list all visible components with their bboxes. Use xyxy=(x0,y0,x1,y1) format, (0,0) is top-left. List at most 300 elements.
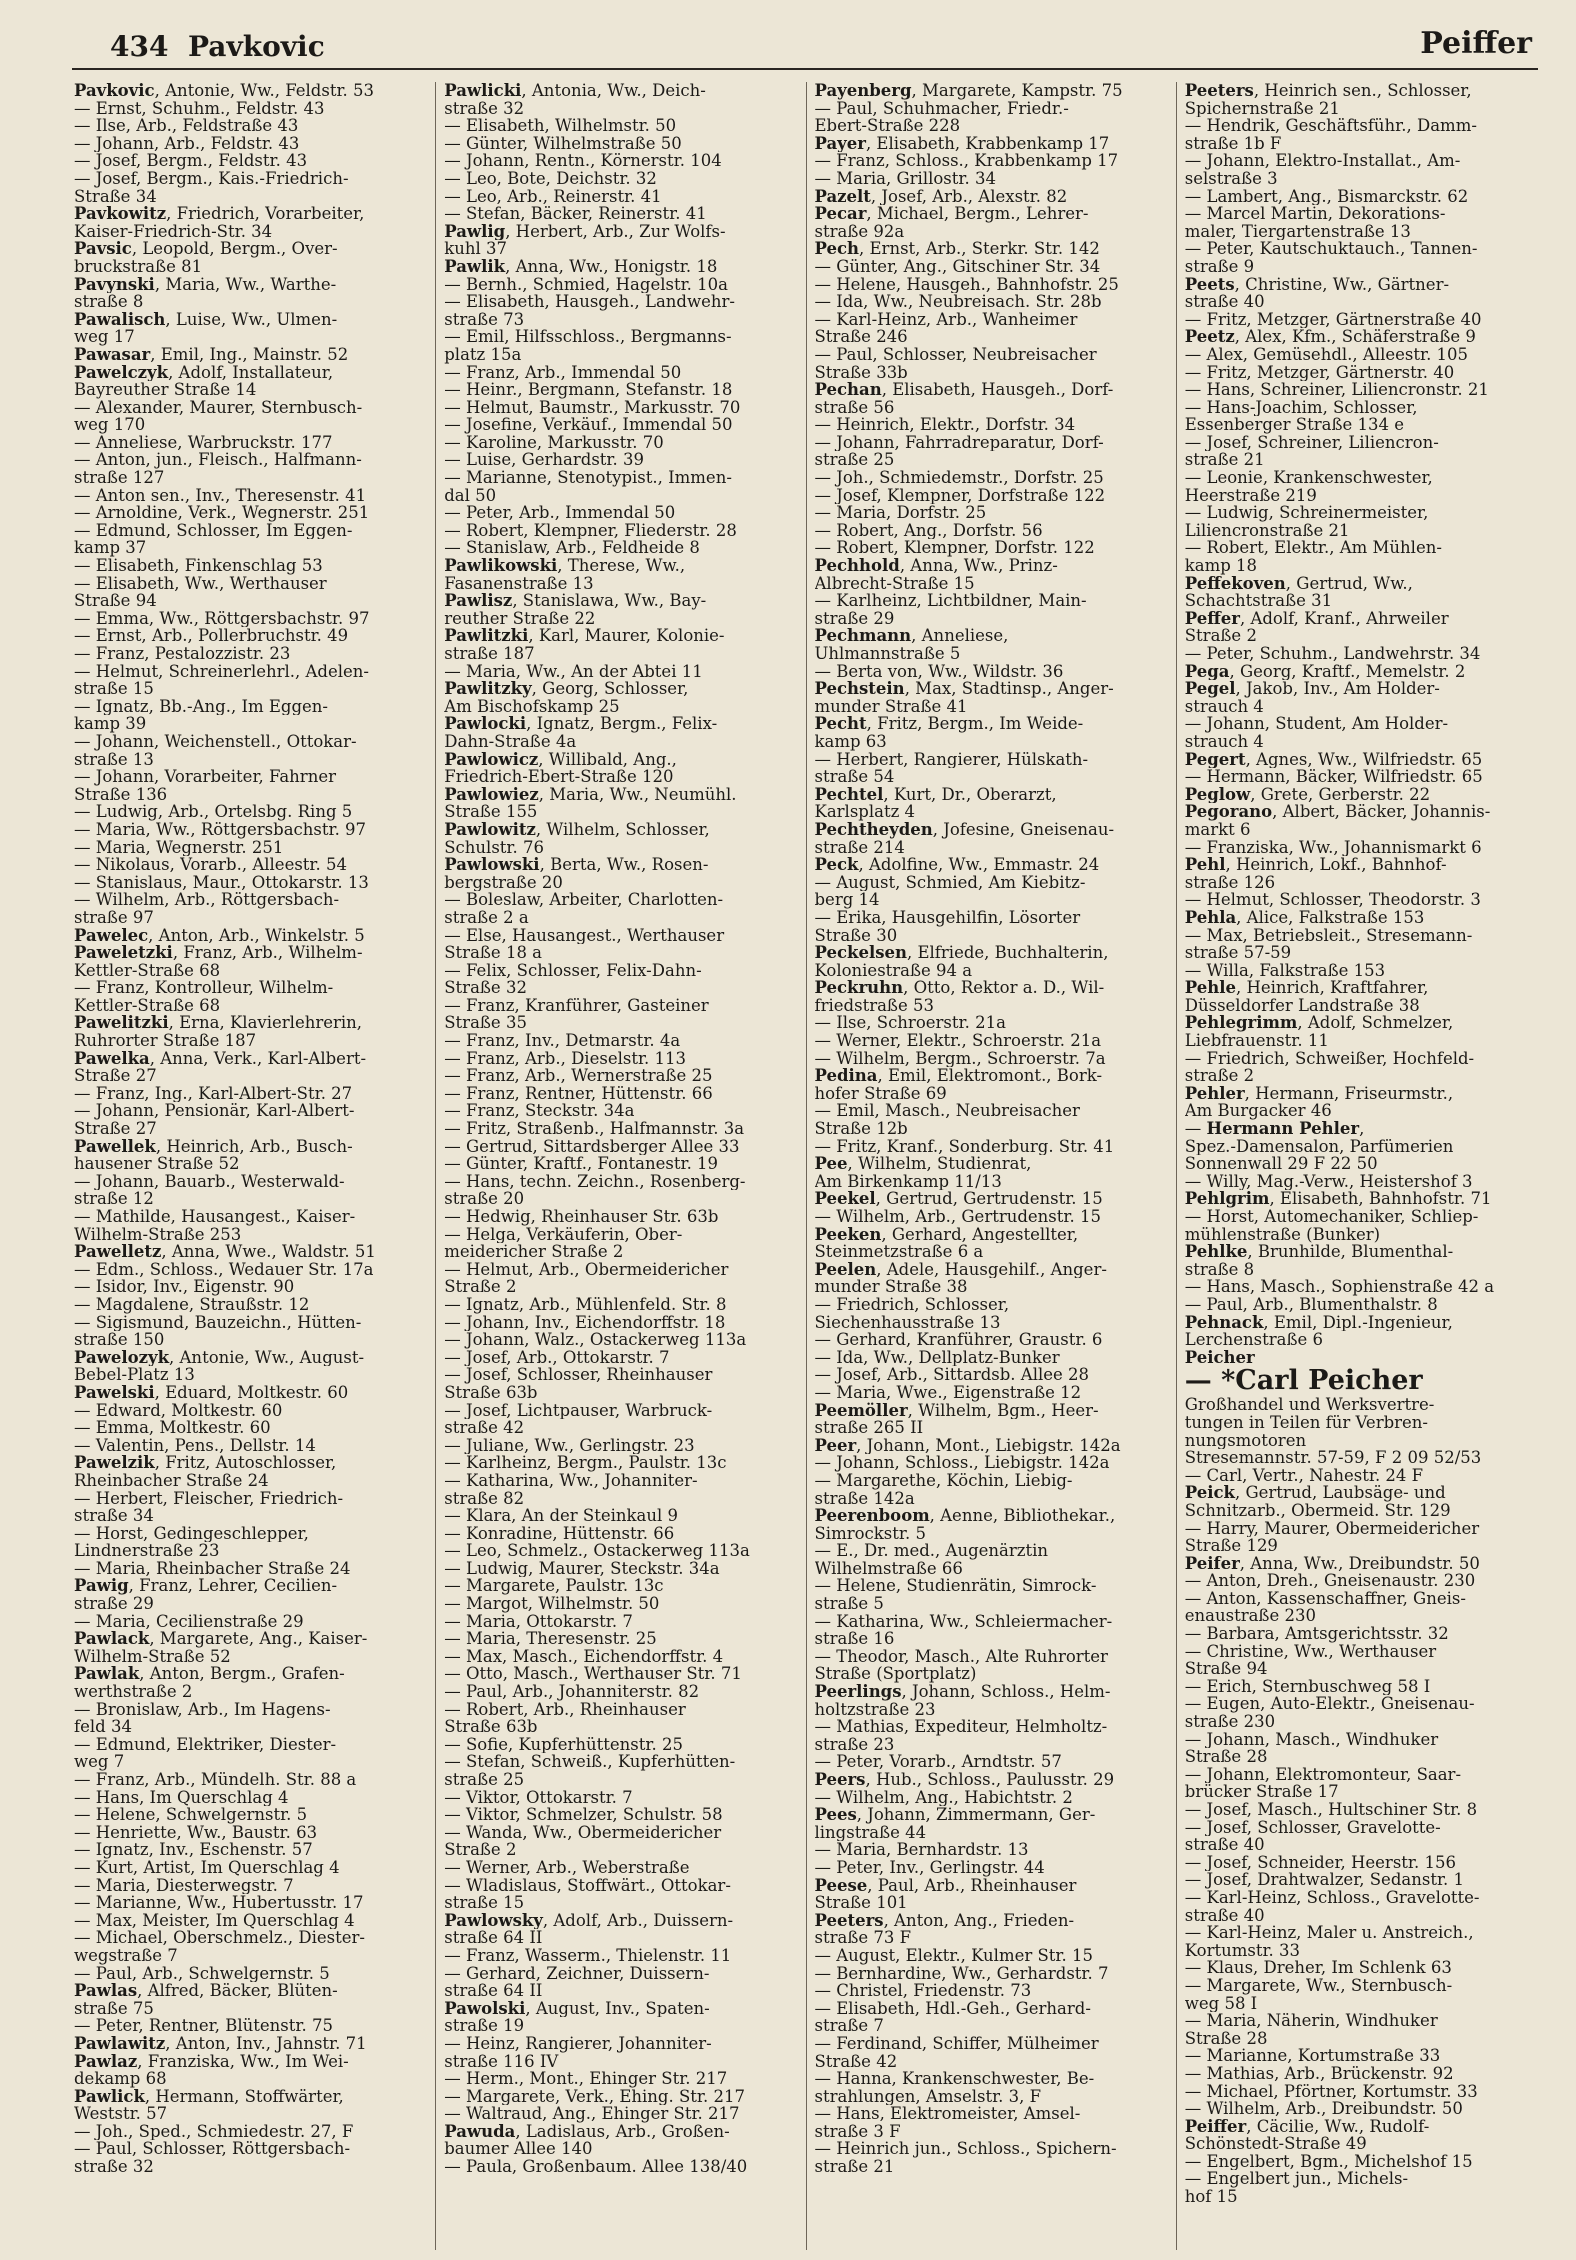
directory-entry: straße 75 xyxy=(74,1999,154,2018)
directory-entry: — Josef, Schneider, Heerstr. 156 xyxy=(1184,1853,1456,1872)
directory-entry: — Robert, Klempner, Fliederstr. 28 xyxy=(444,521,737,540)
directory-entry: Heerstraße 219 xyxy=(1184,486,1317,505)
directory-entry: straße 214 xyxy=(814,838,905,857)
directory-entry: weg 170 xyxy=(74,416,146,434)
directory-entry: Peick, Gertrud, Laubsäge- und xyxy=(1184,1484,1446,1502)
directory-entry: Pehla, Alice, Falkstraße 153 xyxy=(1184,908,1425,927)
directory-entry: straße 15 xyxy=(74,680,154,698)
directory-entry: — Wilhelm, Arb., Dreibundstr. 50 xyxy=(1184,2100,1463,2118)
directory-entry: — Hanna, Krankenschwester, Be- xyxy=(814,2070,1095,2088)
directory-entry: — Bernhardine, Ww., Gerhardstr. 7 xyxy=(814,1964,1109,1983)
directory-entry: straße 116 IV xyxy=(444,2052,559,2071)
directory-entry: Straße 63b xyxy=(444,1718,538,1736)
directory-entry: — Arnoldine, Verk., Wegnerstr. 251 xyxy=(74,504,370,522)
directory-entry: — Ida, Ww., Dellplatz-Bunker xyxy=(814,1348,1060,1367)
directory-entry: Peeters, Heinrich sen., Schlosser, xyxy=(1184,82,1472,100)
directory-entry: — Peter, Arb., Immendal 50 xyxy=(444,504,676,522)
directory-entry: — Paul, Arb., Johanniterstr. 82 xyxy=(444,1683,700,1701)
directory-entry: Peiffer, Cäcilie, Ww., Rudolf- xyxy=(1184,2117,1430,2136)
directory-entry: Pawelletz, Anna, Wwe., Waldstr. 51 xyxy=(74,1243,376,1261)
directory-entry: — Waltraud, Ang., Ehinger Str. 217 xyxy=(444,2105,740,2123)
directory-entry: Peifer, Anna, Ww., Dreibundstr. 50 xyxy=(1184,1554,1480,1573)
directory-entry: Kortumstr. 33 xyxy=(1184,1941,1301,1960)
directory-entry: Am Burgacker 46 xyxy=(1184,1102,1332,1121)
directory-entry: straße 54 xyxy=(814,768,895,786)
directory-entry: straße 15 xyxy=(444,1894,525,1912)
directory-entry: — Willy, Mag.-Verw., Heistershof 3 xyxy=(1184,1172,1473,1191)
directory-entry: — Horst, Automechaniker, Schliep- xyxy=(1184,1208,1479,1226)
directory-entry: — Josef, Arb., Ottokarstr. 7 xyxy=(444,1348,670,1367)
directory-entry: straße 56 xyxy=(814,398,895,417)
directory-entry: Straße 94 xyxy=(74,592,157,610)
directory-entry: Straße 155 xyxy=(444,803,538,821)
directory-entry: — Margot, Wilhelmstr. 50 xyxy=(444,1595,660,1613)
directory-entry: enaustraße 230 xyxy=(1184,1607,1316,1626)
directory-entry: straße 97 xyxy=(74,908,154,927)
directory-entry: — Helmut, Schlosser, Theodorstr. 3 xyxy=(1184,891,1481,909)
directory-entry: — Karoline, Markusstr. 70 xyxy=(444,433,664,452)
directory-entry: — Edmund, Schlosser, Im Eggen- xyxy=(74,521,353,540)
directory-entry: straße 40 xyxy=(1184,1906,1265,1925)
directory-entry: — Maria, Theresenstr. 25 xyxy=(444,1630,657,1648)
directory-entry: hausener Straße 52 xyxy=(74,1155,240,1173)
directory-entry: — Gerhard, Kranführer, Graustr. 6 xyxy=(814,1331,1103,1349)
directory-entry: Pegel, Jakob, Inv., Am Holder- xyxy=(1184,680,1440,698)
directory-entry: Pawlick, Hermann, Stoffwärter, xyxy=(74,2087,344,2106)
directory-entry: Weststr. 57 xyxy=(74,2105,168,2123)
directory-entry: — Theodor, Masch., Alte Ruhrorter xyxy=(814,1647,1108,1666)
directory-entry: straße 5 xyxy=(814,1595,884,1613)
directory-entry: Pawlas, Alfred, Bäcker, Blüten- xyxy=(74,1982,338,2000)
directory-entry: Peer, Johann, Mont., Liebigstr. 142a xyxy=(814,1436,1121,1455)
directory-entry: Liebfrauenstr. 11 xyxy=(1184,1032,1329,1050)
directory-entry: — Johann, Schloss., Liebigstr. 142a xyxy=(814,1454,1110,1472)
directory-entry: Pehlke, Brunhilde, Blumenthal- xyxy=(1184,1243,1454,1261)
directory-entry: — Anton sen., Inv., Theresenstr. 41 xyxy=(74,486,367,505)
directory-entry: Pee, Wilhelm, Studienrat, xyxy=(814,1155,1032,1173)
directory-entry: — Ludwig, Maurer, Steckstr. 34a xyxy=(444,1559,720,1578)
directory-entry: — Hermann, Bäcker, Wilfriedstr. 65 xyxy=(1184,768,1483,786)
directory-entry: straße 13 xyxy=(74,750,154,769)
directory-entry: — Peter, Schuhm., Landwehrstr. 34 xyxy=(1184,645,1481,663)
directory-entry: — Franz, Kranführer, Gasteiner xyxy=(444,996,709,1015)
directory-entry: — Ignatz, Arb., Mühlenfeld. Str. 8 xyxy=(444,1295,727,1314)
directory-entry: — Mathias, Expediteur, Helmholtz- xyxy=(814,1718,1108,1736)
directory-entry: — Edm., Schloss., Wedauer Str. 17a xyxy=(74,1260,374,1279)
directory-entry: — Günter, Ang., Gitschiner Str. 34 xyxy=(814,257,1101,276)
directory-entry: — Marianne, Ww., Hubertusstr. 17 xyxy=(74,1894,364,1912)
directory-entry: Straße 30 xyxy=(814,926,898,945)
directory-entry: — Heinr., Bergmann, Stefanstr. 18 xyxy=(444,381,733,399)
directory-entry: Ebert-Straße 228 xyxy=(814,117,961,135)
directory-entry: — Emma, Moltkestr. 60 xyxy=(74,1419,271,1437)
page-header xyxy=(72,26,1538,70)
directory-entry: straße 8 xyxy=(1184,1260,1255,1279)
directory-entry: Pawlowski, Berta, Ww., Rosen- xyxy=(444,856,709,874)
directory-entry: — Franziska, Ww., Johannismarkt 6 xyxy=(1184,838,1482,857)
directory-entry: — Maria, Dorfstr. 25 xyxy=(814,504,987,522)
directory-entry: Peers, Hub., Schloss., Paulusstr. 29 xyxy=(814,1771,1115,1789)
directory-entry: dal 50 xyxy=(444,486,497,505)
directory-entry: — Johann, Vorarbeiter, Fahrner xyxy=(74,768,336,786)
directory-entry: — Maria, Cecilienstraße 29 xyxy=(74,1612,304,1631)
directory-entry: — Hans, Schreiner, Liliencronstr. 21 xyxy=(1184,381,1489,399)
directory-entry: — Klara, An der Steinkaul 9 xyxy=(444,1507,678,1525)
directory-entry: — Bernh., Schmied, Hagelstr. 10a xyxy=(444,275,728,294)
directory-entry: bruckstraße 81 xyxy=(74,257,203,276)
directory-entry: — Josef, Schlosser, Gravelotte- xyxy=(1184,1818,1441,1837)
directory-entry: — Elisabeth, Hausgeh., Landwehr- xyxy=(444,293,735,311)
directory-entry: straße 25 xyxy=(444,1771,525,1789)
directory-entry: — Stanislaw, Arb., Feldheide 8 xyxy=(444,539,700,558)
column-1 xyxy=(66,82,435,2250)
directory-entry: straße 2 xyxy=(1184,1067,1255,1085)
directory-entry: — Josef, Schlosser, Rheinhauser xyxy=(444,1366,713,1384)
directory-entry: — Margarete, Verk., Ehing. Str. 217 xyxy=(444,2087,745,2106)
directory-entry: platz 15a xyxy=(444,345,522,364)
directory-entry: Ruhrorter Straße 187 xyxy=(74,1032,257,1050)
directory-entry: — Else, Hausangest., Werthauser xyxy=(444,926,725,945)
directory-entry: straße 29 xyxy=(74,1595,154,1613)
directory-entry: Peicher xyxy=(1184,1348,1255,1367)
directory-entry: — Margarethe, Köchin, Liebig- xyxy=(814,1471,1073,1490)
directory-entry: — Christel, Friedenstr. 73 xyxy=(814,1982,1032,2000)
directory-entry: Pehl, Heinrich, Lokf., Bahnhof- xyxy=(1184,856,1447,874)
directory-entry: — Franz, Steckstr. 34a xyxy=(444,1102,635,1121)
directory-entry: — Nikolaus, Vorarb., Alleestr. 54 xyxy=(74,856,347,874)
directory-entry: munder Straße 41 xyxy=(814,697,968,716)
directory-entry: — Paul, Schuhmacher, Friedr.- xyxy=(814,99,1069,118)
directory-entry: Straße 129 xyxy=(1184,1537,1278,1555)
directory-entry: Wilhelm-Straße 52 xyxy=(74,1647,231,1666)
directory-entry: Pawlowiez, Maria, Ww., Neumühl. xyxy=(444,785,737,804)
directory-entry: Stresemannstr. 57-59, F 2 09 52/53 xyxy=(1184,1449,1482,1467)
directory-entry: — Anton, Kassenschaffner, Gneis- xyxy=(1184,1589,1466,1608)
directory-entry: — Johann, Weichenstell., Ottokar- xyxy=(74,732,357,751)
directory-entry: — Helmut, Arb., Obermeidericher xyxy=(444,1260,729,1279)
directory-entry: Friedrich-Ebert-Straße 120 xyxy=(444,768,674,786)
directory-entry: — Maria, Grillostr. 34 xyxy=(814,169,996,188)
directory-entry: Schulstr. 76 xyxy=(444,838,544,857)
directory-entry: Pechhold, Anna, Ww., Prinz- xyxy=(814,557,1058,575)
directory-entry: dekamp 68 xyxy=(74,2070,167,2088)
directory-entry: Pawlitzky, Georg, Schlosser, xyxy=(444,680,689,698)
directory-entry: straße 64 II xyxy=(444,1929,543,1947)
directory-entry: — Josef, Bergm., Feldstr. 43 xyxy=(74,152,308,170)
directory-entry: — Karl-Heinz, Maler u. Anstreich., xyxy=(1184,1924,1474,1942)
directory-entry: straße 32 xyxy=(74,2158,154,2176)
directory-entry: — Carl, Vertr., Nahestr. 24 F xyxy=(1184,1466,1424,1485)
directory-entry: straße 57-59 xyxy=(1184,944,1292,962)
directory-entry: — Heinz, Rangierer, Johanniter- xyxy=(444,2034,712,2053)
directory-entry: — Elisabeth, Ww., Werthauser xyxy=(74,574,327,593)
directory-entry: Düsseldorfer Landstraße 38 xyxy=(1184,996,1420,1015)
directory-entry: — Engelbert jun., Michels- xyxy=(1184,2170,1409,2189)
directory-entry: — August, Schmied, Am Kiebitz- xyxy=(814,873,1086,892)
directory-entry: kamp 37 xyxy=(74,539,147,558)
directory-entry: Kettler-Straße 68 xyxy=(74,996,221,1015)
directory-entry: — Elisabeth, Hdl.-Geh., Gerhard- xyxy=(814,1999,1091,2018)
directory-entry: — Elisabeth, Wilhelmstr. 50 xyxy=(444,117,677,135)
directory-entry: — Marcel Martin, Dekorations- xyxy=(1184,205,1446,223)
directory-entry: — Anneliese, Warbruckstr. 177 xyxy=(74,433,333,452)
directory-entry: — Friedrich, Schweißer, Hochfeld- xyxy=(1184,1049,1475,1068)
directory-entry: strauch 4 xyxy=(1184,732,1264,751)
directory-entry: straße 73 xyxy=(444,310,525,329)
directory-entry: Pehler, Hermann, Friseurmstr., xyxy=(1184,1084,1454,1103)
directory-entry: Albrecht-Straße 15 xyxy=(814,574,975,593)
directory-entry: — Leo, Schmelz., Ostackerweg 113a xyxy=(444,1542,750,1560)
directory-entry: — Fritz, Metzger, Gärtnerstr. 40 xyxy=(1184,363,1455,382)
directory-entry: — Josefine, Verkäuf., Immendal 50 xyxy=(444,416,733,434)
directory-entry: baumer Allee 140 xyxy=(444,2140,593,2159)
directory-entry: — Johann, Arb., Feldstr. 43 xyxy=(74,134,300,153)
directory-entry: straße 150 xyxy=(74,1331,165,1349)
directory-entry: — Maria, Wegnerstr. 251 xyxy=(74,838,284,857)
directory-entry: — Joh., Sped., Schmiedestr. 27, F xyxy=(74,2122,354,2141)
advertisement-name: — *Carl Peicher xyxy=(1184,1365,1423,1397)
directory-entry: Pavkowitz, Friedrich, Vorarbeiter, xyxy=(74,205,365,223)
directory-entry: — Maria, Wwe., Eigenstraße 12 xyxy=(814,1383,1082,1402)
directory-entry: straße 7 xyxy=(814,2017,884,2035)
directory-entry: — Paul, Schlosser, Neubreisacher xyxy=(814,345,1097,364)
directory-entry: straße 2 a xyxy=(444,908,529,927)
directory-entry: — Henriette, Ww., Baustr. 63 xyxy=(74,1823,318,1842)
directory-entry: — Günter, Wilhelmstraße 50 xyxy=(444,134,682,153)
directory-entry: strahlungen, Amselstr. 3, F xyxy=(814,2087,1042,2106)
directory-entry: — Franz, Schloss., Krabbenkamp 17 xyxy=(814,152,1119,170)
directory-entry: Am Birkenkamp 11/13 xyxy=(814,1172,1002,1191)
directory-entry: — Johann, Elektromonteur, Saar- xyxy=(1184,1765,1462,1784)
directory-entry: — Marianne, Stenotypist., Immen- xyxy=(444,469,732,487)
directory-entry: Kettler-Straße 68 xyxy=(74,961,221,980)
directory-entry: berg 14 xyxy=(814,891,880,909)
directory-entry: — Michael, Pförtner, Kortumstr. 33 xyxy=(1184,2082,1478,2101)
directory-entry: straße 265 II xyxy=(814,1419,924,1437)
directory-entry: straße 42 xyxy=(444,1419,525,1437)
directory-entry: — August, Elektr., Kulmer Str. 15 xyxy=(814,1946,1093,1965)
column-2 xyxy=(435,82,805,2250)
directory-entry: — Helmut, Baumstr., Markusstr. 70 xyxy=(444,398,741,417)
directory-entry: Peck, Adolfine, Ww., Emmastr. 24 xyxy=(814,856,1100,874)
directory-entry: — Franz, Arb., Mündelh. Str. 88 a xyxy=(74,1771,357,1789)
directory-entry: — Johann, Fahrradreparatur, Dorf- xyxy=(814,433,1104,452)
directory-entry: — Sigismund, Bauzeichn., Hütten- xyxy=(74,1313,362,1332)
directory-entry: straße 230 xyxy=(1184,1713,1276,1731)
directory-entry: — Franz, Ing., Karl-Albert-Str. 27 xyxy=(74,1084,353,1103)
directory-entry: Karlsplatz 4 xyxy=(814,803,916,821)
directory-entry: straße 34 xyxy=(74,1507,154,1525)
directory-entry: Peerlings, Johann, Schloss., Helm- xyxy=(814,1683,1111,1701)
directory-entry: — Paul, Arb., Blumenthalstr. 8 xyxy=(1184,1295,1438,1314)
directory-entry: — Herbert, Rangierer, Hülskath- xyxy=(814,750,1089,769)
directory-entry: Straße 94 xyxy=(1184,1660,1268,1678)
directory-entry: Straße 2 xyxy=(444,1278,517,1296)
directory-entry: — Maria, Bernhardstr. 13 xyxy=(814,1841,1029,1859)
directory-entry: — Fritz, Kranf., Sonderburg. Str. 41 xyxy=(814,1137,1115,1156)
directory-entry: Pawlack, Margarete, Ang., Kaiser- xyxy=(74,1630,368,1648)
directory-entry: — Bronislaw, Arb., Im Hagens- xyxy=(74,1700,331,1719)
directory-entry: — Ludwig, Arb., Ortelsbg. Ring 5 xyxy=(74,803,353,821)
directory-entry: Fasanenstraße 13 xyxy=(444,574,594,593)
directory-entry: — Leo, Arb., Reinerstr. 41 xyxy=(444,187,662,206)
directory-entry: — Katharina, Ww., Schleiermacher- xyxy=(814,1612,1113,1631)
directory-entry: — Ferdinand, Schiffer, Mülheimer xyxy=(814,2034,1099,2053)
directory-entry: Peffer, Adolf, Kranf., Ahrweiler xyxy=(1184,609,1449,628)
directory-entry: — Max, Meister, Im Querschlag 4 xyxy=(74,1911,355,1930)
directory-entry: — E., Dr. med., Augenärztin xyxy=(814,1542,1048,1560)
directory-entry: straße 92a xyxy=(814,222,905,241)
directory-entry: Pawalisch, Luise, Ww., Ulmen- xyxy=(74,310,338,329)
directory-entry: lingstraße 44 xyxy=(814,1823,927,1842)
directory-entry: — Erich, Sternbuschweg 58 I xyxy=(1184,1677,1431,1696)
directory-entry: — Josef, Drahtwalzer, Sedanstr. 1 xyxy=(1184,1871,1465,1889)
directory-entry: reuther Straße 22 xyxy=(444,609,596,628)
directory-entry: — Peter, Kautschuktauch., Tannen- xyxy=(1184,240,1478,258)
directory-entry: straße 32 xyxy=(444,99,525,118)
directory-entry: — Johann, Masch., Windhuker xyxy=(1184,1730,1439,1749)
directory-entry: — Ignatz, Inv., Eschenstr. 57 xyxy=(74,1841,313,1859)
page-number: 434 xyxy=(110,30,169,63)
directory-entry: Pawellek, Heinrich, Arb., Busch- xyxy=(74,1137,353,1156)
directory-entry: — Michael, Oberschmelz., Diester- xyxy=(74,1929,365,1947)
directory-entry: Straße 34 xyxy=(74,187,157,206)
directory-entry: — Stefan, Bäcker, Reinerstr. 41 xyxy=(444,205,707,223)
directory-entry: — Josef, Bergm., Kais.-Friedrich- xyxy=(74,169,349,188)
directory-entry: — Christine, Ww., Werthauser xyxy=(1184,1642,1437,1661)
directory-entry: — Barbara, Amtsgerichtsstr. 32 xyxy=(1184,1625,1449,1643)
directory-entry: wegstraße 7 xyxy=(74,1946,178,1965)
directory-entry: — Ernst, Arb., Pollerbruchstr. 49 xyxy=(74,627,349,645)
directory-entry: Koloniestraße 94 a xyxy=(814,961,973,980)
directory-entry: Spez.-Damensalon, Parfümerien xyxy=(1184,1137,1454,1156)
directory-entry: Pees, Johann, Zimmermann, Ger- xyxy=(814,1806,1096,1824)
directory-entry: — Franz, Pestalozzistr. 23 xyxy=(74,645,291,663)
directory-entry: weg 7 xyxy=(74,1753,125,1771)
directory-entry: Peese, Paul, Arb., Rheinhauser xyxy=(814,1876,1077,1895)
directory-entry: Dahn-Straße 4a xyxy=(444,732,577,751)
directory-entry: — Karlheinz, Bergm., Paulstr. 13c xyxy=(444,1454,727,1472)
directory-entry: — Viktor, Schmelzer, Schulstr. 58 xyxy=(444,1806,723,1824)
directory-entry: selstraße 3 xyxy=(1184,169,1278,188)
directory-entry: Schnitzarb., Obermeid. Str. 129 xyxy=(1184,1501,1451,1520)
directory-entry: — Robert, Ang., Dorfstr. 56 xyxy=(814,521,1043,540)
directory-entry: — Emil, Hilfsschloss., Bergmanns- xyxy=(444,328,732,346)
directory-entry: kamp 39 xyxy=(74,715,147,733)
directory-entry: — Alexander, Maurer, Sternbusch- xyxy=(74,398,363,417)
directory-entry: — Wilhelm, Bergm., Schroerstr. 7a xyxy=(814,1049,1106,1068)
directory-entry: straße 40 xyxy=(1184,1836,1265,1854)
header-right-name: Peiffer xyxy=(1420,26,1532,61)
directory-entry: Pechstein, Max, Stadtinsp., Anger- xyxy=(814,680,1114,698)
directory-entry: straße 3 F xyxy=(814,2122,901,2141)
directory-entry: — Johann, Bauarb., Westerwald- xyxy=(74,1172,345,1191)
directory-entry: Pegorano, Albert, Bäcker, Johannis- xyxy=(1184,803,1491,821)
directory-entry: hof 15 xyxy=(1184,2188,1238,2206)
directory-entry: — Josef, Lichtpauser, Warbruck- xyxy=(444,1401,713,1420)
directory-entry: — Max, Masch., Eichendorffstr. 4 xyxy=(444,1647,724,1666)
directory-entry: — Günter, Kraftf., Fontanestr. 19 xyxy=(444,1155,719,1173)
directory-entry: Pavsic, Leopold, Bergm., Over- xyxy=(74,240,338,258)
directory-entry: Peffekoven, Gertrud, Ww., xyxy=(1184,574,1413,593)
directory-entry: straße 29 xyxy=(814,609,895,628)
directory-entry: Simrockstr. 5 xyxy=(814,1524,926,1543)
directory-entry: Straße 63b xyxy=(444,1383,538,1402)
directory-entry: — Margarete, Ww., Sternbusch- xyxy=(1184,1976,1453,1995)
directory-entry: — Hans-Joachim, Schlosser, xyxy=(1184,398,1418,417)
header-left-name: Pavkovic xyxy=(188,30,325,63)
directory-entry: — Franz, Arb., Dieselstr. 113 xyxy=(444,1049,687,1068)
directory-entry: Pavynski, Maria, Ww., Warthe- xyxy=(74,275,337,294)
directory-entry: mühlenstraße (Bunker) xyxy=(1184,1225,1381,1244)
directory-entry: Pawlicki, Antonia, Ww., Deich- xyxy=(444,82,706,100)
directory-columns xyxy=(66,82,1546,2250)
directory-entry: — Paul, Schlosser, Röttgersbach- xyxy=(74,2140,351,2159)
directory-entry: — Viktor, Ottokarstr. 7 xyxy=(444,1788,633,1807)
directory-entry: Pegert, Agnes, Ww., Wilfriedstr. 65 xyxy=(1184,750,1483,769)
directory-entry: Straße 27 xyxy=(74,1067,157,1085)
directory-entry: — Alex, Gemüsehdl., Alleestr. 105 xyxy=(1184,345,1469,364)
directory-entry: — Hans, Masch., Sophienstraße 42 a xyxy=(1184,1278,1495,1296)
directory-entry: straße 21 xyxy=(1184,451,1265,470)
directory-entry: meidericher Straße 2 xyxy=(444,1243,624,1261)
column-3 xyxy=(806,82,1176,2250)
directory-entry: straße 40 xyxy=(1184,293,1265,311)
directory-entry: Straße 35 xyxy=(444,1014,527,1033)
directory-entry: markt 6 xyxy=(1184,820,1251,839)
directory-entry: Pawig, Franz, Lehrer, Cecilien- xyxy=(74,1577,338,1596)
directory-entry: — Fritz, Metzger, Gärtnerstraße 40 xyxy=(1184,310,1482,329)
directory-entry: Peerenboom, Aenne, Bibliothekar., xyxy=(814,1507,1116,1525)
directory-entry: werthstraße 2 xyxy=(74,1683,193,1701)
directory-entry: Lerchenstraße 6 xyxy=(1184,1331,1323,1349)
directory-entry: — Anton, Dreh., Gneisenaustr. 230 xyxy=(1184,1572,1476,1590)
directory-entry: bergstraße 20 xyxy=(444,873,563,892)
directory-entry: Bayreuther Straße 14 xyxy=(74,381,257,399)
directory-entry: — Johann, Rentn., Körnerstr. 104 xyxy=(444,152,722,170)
directory-entry: munder Straße 38 xyxy=(814,1278,968,1296)
directory-entry: straße 25 xyxy=(814,451,895,470)
directory-entry: — Robert, Klempner, Dorfstr. 122 xyxy=(814,539,1095,558)
directory-entry: straße 12 xyxy=(74,1190,154,1208)
directory-entry: — Magdalene, Straußstr. 12 xyxy=(74,1295,310,1314)
directory-entry: — Ilse, Schroerstr. 21a xyxy=(814,1014,1006,1033)
directory-entry: Pawlaz, Franziska, Ww., Im Wei- xyxy=(74,2052,349,2071)
directory-entry: — Erika, Hausgehilfin, Lösorter xyxy=(814,908,1081,927)
directory-entry: straße 142a xyxy=(814,1489,915,1508)
directory-entry: — Stefan, Schweiß., Kupferhütten- xyxy=(444,1753,736,1771)
directory-entry: Paweletzki, Franz, Arb., Wilhelm- xyxy=(74,944,363,962)
directory-entry: — Josef, Klempner, Dorfstraße 122 xyxy=(814,486,1106,505)
directory-entry: — Margarete, Paulstr. 13c xyxy=(444,1577,664,1596)
directory-entry: — Karl-Heinz, Arb., Wanheimer xyxy=(814,310,1078,329)
directory-entry: straße 20 xyxy=(444,1190,525,1208)
directory-entry: Payer, Elisabeth, Krabbenkamp 17 xyxy=(814,134,1110,153)
directory-entry: Bebel-Platz 13 xyxy=(74,1366,195,1384)
directory-entry: — Hermann Pehler, xyxy=(1184,1120,1365,1138)
directory-entry: Pega, Georg, Kraftf., Memelstr. 2 xyxy=(1184,662,1466,681)
directory-entry: — Werner, Arb., Weberstraße xyxy=(444,1858,690,1877)
directory-entry: — Franz, Arb., Immendal 50 xyxy=(444,363,682,382)
directory-entry: — Hendrik, Geschäftsführ., Damm- xyxy=(1184,117,1477,135)
directory-entry: straße 64 II xyxy=(444,1982,543,2000)
directory-entry: maler, Tiergartenstraße 13 xyxy=(1184,222,1411,241)
directory-entry: Pawelozyk, Antonie, Ww., August- xyxy=(74,1348,365,1367)
directory-entry: Pawasar, Emil, Ing., Mainstr. 52 xyxy=(74,345,349,364)
directory-entry: — Harry, Maurer, Obermeidericher xyxy=(1184,1519,1480,1538)
directory-entry: — Karlheinz, Lichtbildner, Main- xyxy=(814,592,1087,610)
directory-entry: — Wilhelm, Ang., Habichtstr. 2 xyxy=(814,1788,1073,1807)
